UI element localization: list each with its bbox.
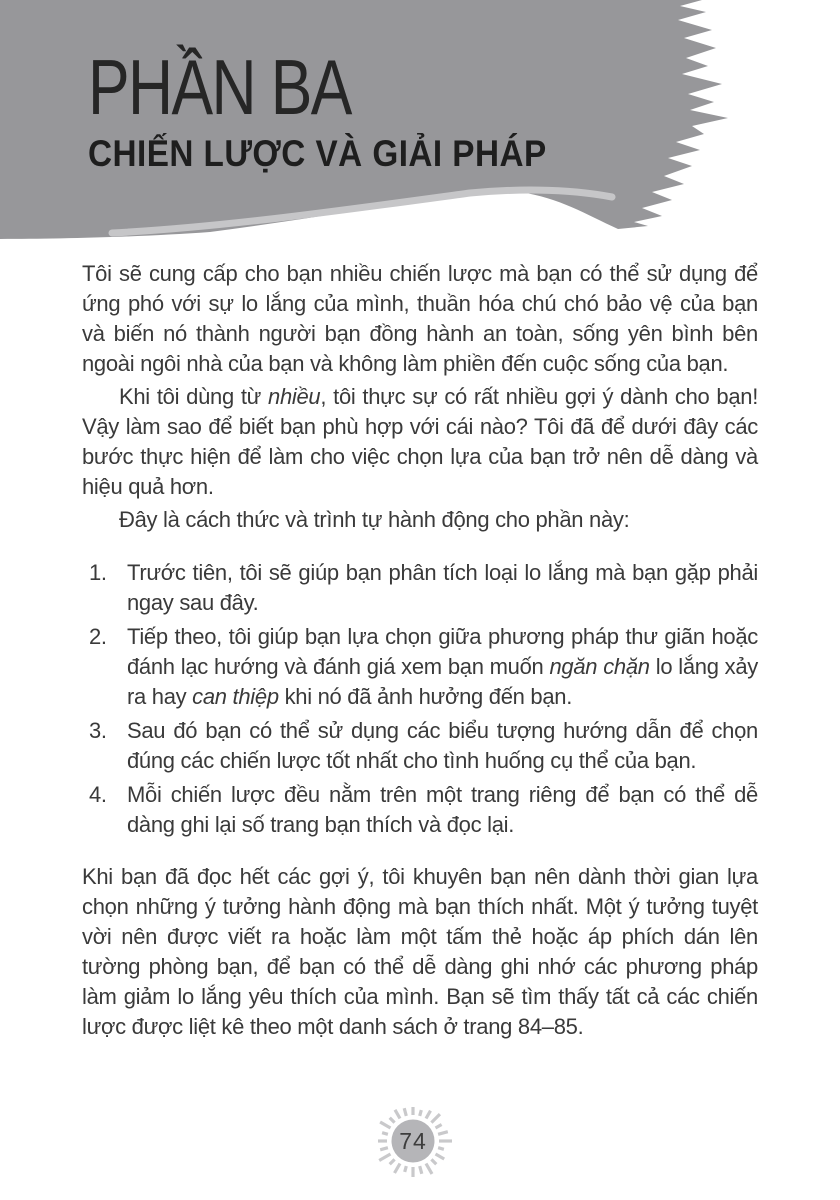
text-run: Tiếp theo, tôi giúp bạn lựa chọn giữa phương pháp thư giãn hoặc đánh lạc hướng và đánh giá xem bạn muốn [127, 624, 758, 679]
step-item [82, 780, 758, 840]
step-item [82, 716, 758, 776]
emphasized-text: nhiều [268, 384, 321, 409]
step-number: 3. [89, 718, 107, 743]
page-body [82, 259, 758, 1042]
chapter-banner [0, 0, 840, 256]
part-title: CHIẾN LƯỢC VÀ GIẢI PHÁP [88, 133, 547, 174]
step-number: 2. [89, 624, 107, 649]
step-list [82, 558, 758, 840]
step-text [127, 716, 758, 776]
text-run: lo lắng xảy ra hay [127, 654, 758, 709]
paragraph-intro [82, 259, 758, 379]
text-run: , tôi thực sự có rất nhiều gợi ý dành cho bạn! Vậy làm sao để biết bạn phù hợp với cái nào? Tôi đã để dưới đây các bước thực hiện để làm cho việc chọn lựa của bạn trở nên dễ dàng và hiệu quả hơn. [82, 384, 759, 499]
text-run: khi nó đã ảnh hưởng đến bạn. [278, 684, 573, 709]
text-run: Khi tôi dùng từ [119, 384, 269, 409]
text-run: Đây là cách thức và trình tự hành động cho phần này: [119, 507, 630, 532]
page-footer [0, 1098, 840, 1188]
closing-paragraph [82, 862, 758, 1042]
text-run: Tôi sẽ cung cấp cho bạn nhiều chiến lược mà bạn có thể sử dụng để ứng phó với sự lo lắng của mình, thuần hóa chú chó bảo vệ của bạn và biến nó thành người bạn đồng hành an toàn, sống yên bình bên ngoài ngôi nhà của bạn và không làm phiền đến cuộc sống của bạn. [82, 261, 758, 376]
step-text [127, 780, 758, 840]
emphasized-text: ngăn chặn [549, 654, 650, 679]
step-item [82, 622, 758, 712]
step-text [127, 558, 758, 618]
text-run: Trước tiên, tôi sẽ giúp bạn phân tích loại lo lắng mà bạn gặp phải ngay sau đây. [127, 560, 758, 615]
paragraph-lead-in [82, 505, 758, 535]
part-label: PHẦN BA [88, 43, 351, 131]
chapter-heading [88, 43, 598, 174]
emphasized-text: can thiệp [192, 684, 279, 709]
text-run: Sau đó bạn có thể sử dụng các biểu tượng hướng dẫn để chọn đúng các chiến lược tốt nhất cho tình huống cụ thể của bạn. [127, 718, 758, 773]
step-number: 4. [89, 782, 107, 807]
text-run: Khi bạn đã đọc hết các gợi ý, tôi khuyên bạn nên dành thời gian lựa chọn những ý tưởng hành động mà bạn thích nhất. Một ý tưởng tuyệt vời nên được viết ra hoặc làm một tấm thẻ hoặc áp phích dán lên tường phòng bạn, để bạn có thể dễ dàng ghi nhớ các phương pháp làm giảm lo lắng yêu thích của mình. Bạn sẽ tìm thấy tất cả các chiến lược được liệt kê theo một danh sách ở trang 84–85. [82, 864, 758, 1039]
paragraph-many [82, 382, 758, 502]
step-number: 1. [89, 560, 107, 585]
page-number: 74 [399, 1127, 427, 1154]
text-run: Mỗi chiến lược đều nằm trên một trang riêng để bạn có thể dễ dàng ghi lại số trang bạn thích và đọc lại. [127, 782, 758, 837]
step-item [82, 558, 758, 618]
page-number-badge [370, 1098, 456, 1184]
step-text [127, 622, 758, 712]
